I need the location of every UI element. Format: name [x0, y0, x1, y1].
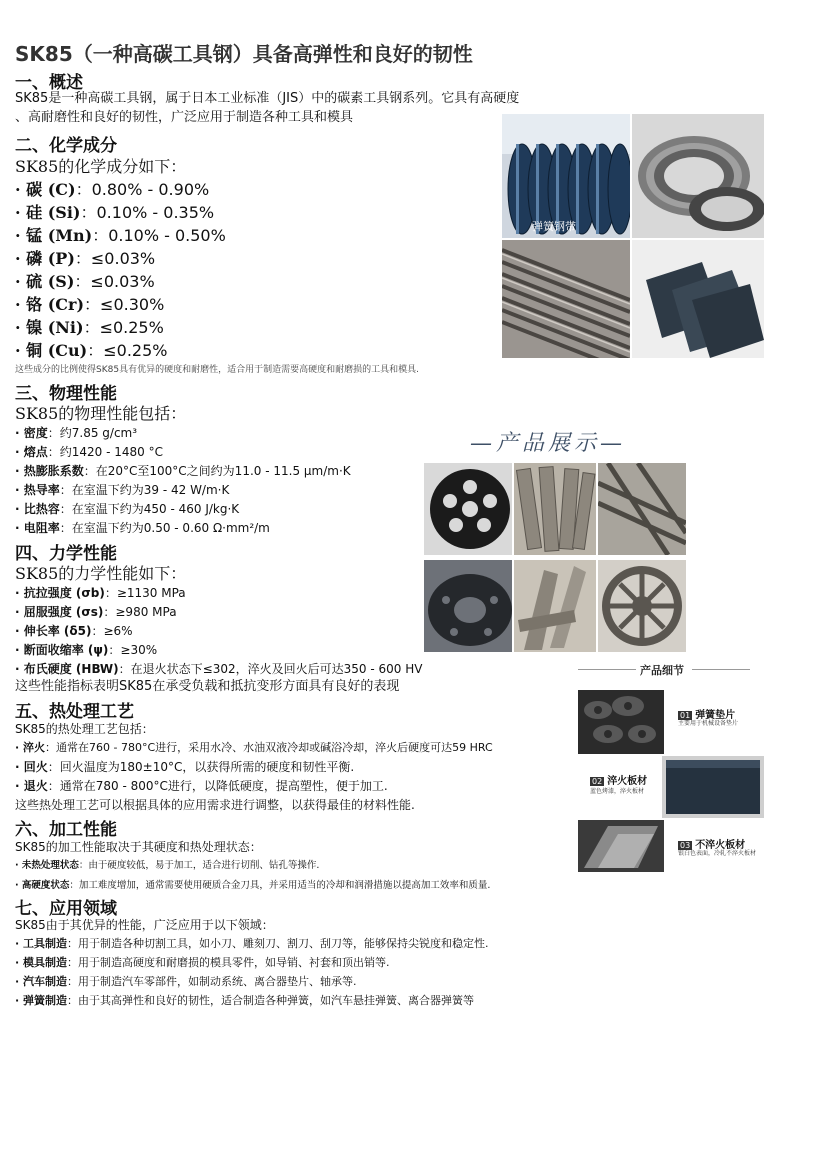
section-heading-mechanical: 四、力学性能: [15, 544, 117, 564]
mechanical-item: · 断面收缩率 (ψ)：≥30%: [15, 643, 158, 657]
detail-sub-03: 银白色表面，冷轧不淬火板材: [678, 850, 757, 857]
detail-item-03: 03 不淬火板材: [680, 840, 746, 851]
overview-line-2: 、高耐磨性和良好的韧性，广泛应用于制造各种工具和模具: [15, 110, 354, 125]
section-heading-physical: 三、物理性能: [15, 384, 117, 404]
angle-brackets-photo: [514, 560, 596, 652]
section-heading-applications: 七、应用领域: [15, 899, 117, 919]
steel-round-bars-photo: [502, 240, 630, 358]
chem-item: · 碳 (C)：0.80% - 0.90%: [15, 180, 210, 199]
application-item: · 模具制造：用于制造高硬度和耐磨损的模具零件，如导销、衬套和顶出销等.: [15, 956, 390, 969]
physical-item: · 热膨胀系数：在20°C至100°C之间约为11.0 - 11.5 μm/m·K: [15, 464, 351, 478]
chem-item: · 镍 (Ni)：≤0.25%: [15, 318, 164, 337]
punched-strips-photo: [598, 463, 686, 555]
mechanical-item: · 屈服强度 (σs)：≥980 MPa: [15, 605, 177, 619]
spring-washer-photo: [578, 690, 664, 754]
application-item: · 汽车制造：用于制造汽车零部件，如制动系统、离合器垫片、轴承等.: [15, 975, 357, 988]
section-heading-machinability: 六、加工性能: [15, 820, 117, 840]
hardened-plate-photo: [662, 756, 764, 818]
section-heading-chemistry: 二、化学成分: [15, 136, 117, 156]
page-title: SK85（一种高碳工具钢）具备高弹性和良好的韧性: [15, 42, 473, 66]
physical-item: · 熔点：约1420 - 1480 °C: [15, 445, 163, 459]
spring-strip-label: 弹簧钢带: [532, 220, 576, 233]
chem-item: · 锰 (Mn)：0.10% - 0.50%: [15, 226, 226, 245]
unhardened-plate-photo: [578, 820, 664, 872]
heat-treatment-intro: SK85的热处理工艺包括：: [15, 722, 154, 736]
stamped-parts-photo: [514, 463, 596, 555]
heat-treatment-summary: 这些热处理工艺可以根据具体的应用需求进行调整，以获得最佳的材料性能.: [15, 798, 415, 812]
chemistry-note: 这些成分的比例使得SK85具有优异的硬度和耐磨性，适合用于制造需要高硬度和耐磨损的工具和模具.: [15, 365, 419, 375]
chem-item: · 铜 (Cu)：≤0.25%: [15, 341, 168, 360]
physical-item: · 密度：约7.85 g/cm³: [15, 426, 138, 440]
mechanical-intro: SK85的力学性能如下：: [15, 564, 187, 583]
application-item: · 工具制造：用于制造各种切割工具，如小刀、雕刻刀、割刀、刮刀等，能够保持尖锐度和稳定性.: [15, 937, 489, 950]
section-heading-overview: 一、概述: [15, 73, 83, 93]
physical-item: · 比热容：在室温下约为450 - 460 J/kg·K: [15, 502, 240, 516]
steel-plates-photo: [632, 240, 764, 358]
section-heading-heat-treatment: 五、热处理工艺: [15, 702, 134, 722]
detail-sub-02: 蓝色烤漆，淬火板材: [590, 788, 645, 795]
product-showcase-banner: —产品展示—: [470, 431, 627, 456]
divider-line: [692, 669, 750, 670]
spring-steel-strip-photo: [502, 114, 630, 238]
applications-intro: SK85由于其优异的性能，广泛应用于以下领域：: [15, 918, 274, 932]
application-item: · 弹簧制造：由于其高弹性和良好的韧性，适合制造各种弹簧，如汽车悬挂弹簧、离合器弹簧等: [15, 994, 475, 1007]
flange-disc-photo: [424, 560, 512, 652]
chem-item: · 铬 (Cr)：≤0.30%: [15, 295, 165, 314]
overview-line-1: SK85是一种高碳工具钢，属于日本工业标准（JIS）中的碳素工具钢系列。它具有高硬度: [15, 91, 520, 106]
heat-treatment-item: · 淬火：通常在760 - 780°C进行，采用水冷、水油双液冷却或碱浴冷却，淬火后硬度可达59 HRC: [15, 741, 493, 754]
chem-item: · 磷 (P)：≤0.03%: [15, 249, 156, 268]
mechanical-item: · 抗拉强度 (σb)：≥1130 MPa: [15, 586, 186, 600]
mechanical-item: · 伸长率 (δ5)：≥6%: [15, 624, 133, 638]
product-details-title: 产品细节: [640, 664, 684, 677]
mechanical-item: · 布氏硬度 (HBW)：在退火状态下≤302，淬火及回火后可达350 - 600 HV: [15, 662, 423, 676]
heat-treatment-item: · 回火：回火温度为180±10°C，以获得所需的硬度和韧性平衡.: [15, 760, 355, 774]
machinability-item: · 高硬度状态：加工难度增加，通常需要使用硬质合金刀具，并采用适当的冷却和润滑措施以提高加工效率和质量.: [15, 880, 491, 891]
steel-wire-coil-photo: [632, 114, 764, 238]
chem-item: · 硫 (S)：≤0.03%: [15, 272, 155, 291]
physical-item: · 热导率：在室温下约为39 - 42 W/m·K: [15, 483, 230, 497]
physical-intro: SK85的物理性能包括：: [15, 404, 187, 423]
machinability-item: · 未热处理状态：由于硬度较低，易于加工，适合进行切削、钻孔等操作.: [15, 860, 320, 871]
chemistry-intro: SK85的化学成分如下：: [15, 157, 187, 176]
divider-line: [578, 669, 636, 670]
detail-item-02: 02 淬火板材: [592, 776, 648, 787]
chem-item: · 硅 (Si)：0.10% - 0.35%: [15, 203, 215, 222]
mechanical-summary: 这些性能指标表明SK85在承受负载和抵抗变形方面具有良好的表现: [15, 679, 400, 694]
heat-treatment-item: · 退火：通常在780 - 800°C进行，以降低硬度，提高塑性，便于加工.: [15, 779, 388, 793]
machinability-intro: SK85的加工性能取决于其硬度和热处理状态：: [15, 840, 262, 854]
detail-item-01: 01 弹簧垫片: [680, 710, 736, 721]
gear-wheel-photo: [598, 560, 686, 652]
physical-item: · 电阻率：在室温下约为0.50 - 0.60 Ω·mm²/m: [15, 521, 270, 535]
sprocket-photo: [424, 463, 512, 555]
detail-sub-01: 主要用于机械设备垫片: [678, 720, 739, 727]
